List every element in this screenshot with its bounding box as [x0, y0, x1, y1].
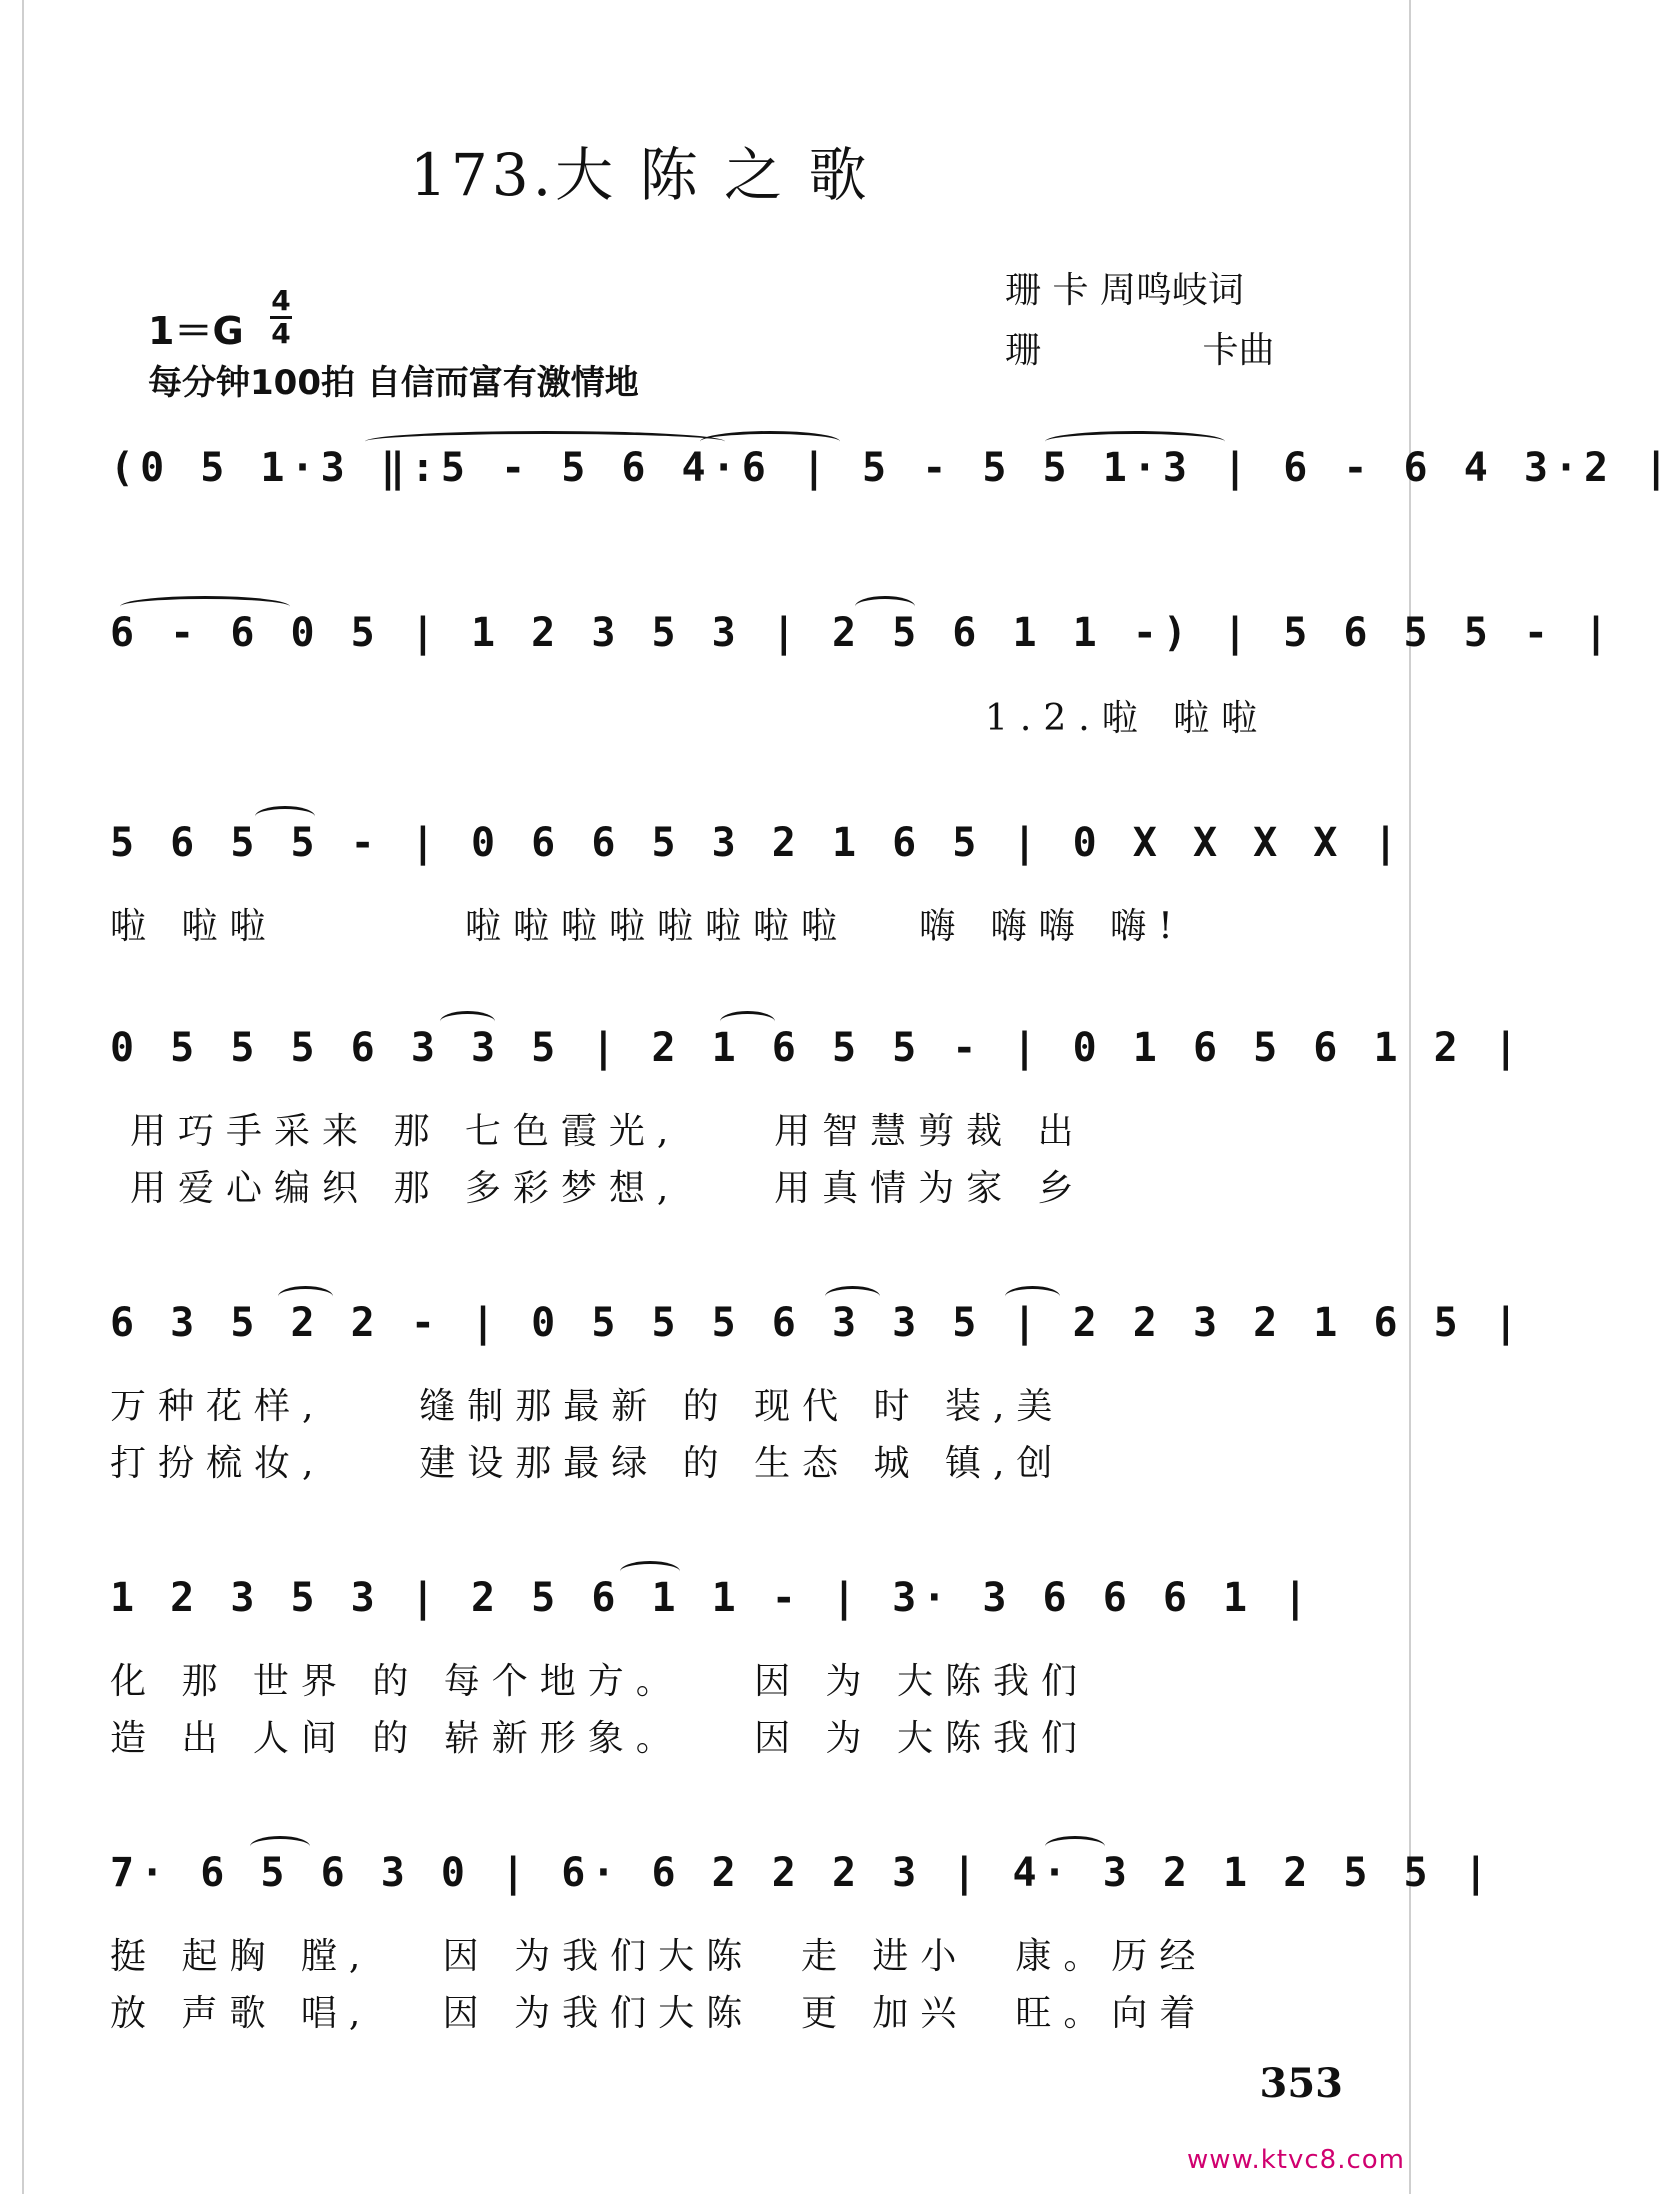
lyric-line: 用爱心编织 那 多彩梦想, 用真情为家 乡 — [130, 1168, 1086, 1209]
page-number: 353 — [1259, 2060, 1343, 2107]
slur — [250, 1836, 310, 1857]
watermark: www.ktvc8.com — [1187, 2145, 1405, 2175]
lyricist-credit: 珊 卡 周鸣岐词 — [1005, 270, 1244, 311]
lyric-line: 用巧手采来 那 七色霞光, 用智慧剪裁 出 — [130, 1111, 1086, 1152]
left-margin-strip — [0, 0, 24, 2194]
notation-line: 6 - 6 0 5 | 1 2 3 5 3 | 2 5 6 1 1 -) | 5 6 5 5 - | — [110, 610, 1615, 656]
lyric-line: 啦 啦啦 啦啦啦啦啦啦啦啦 嗨 嗨嗨 嗨! — [110, 906, 1185, 947]
slur — [1005, 1286, 1060, 1307]
key-signature: 1＝G — [148, 309, 244, 353]
lyric-line: 打扮梳妆, 建设那最绿 的 生态 城 镇,创 — [110, 1443, 1065, 1484]
time-signature — [270, 284, 292, 350]
time-signature-bottom: 4 — [271, 317, 291, 350]
time-signature-top: 4 — [271, 284, 291, 317]
slur — [255, 806, 315, 827]
notation-line: 1 2 3 5 3 | 2 5 6 1 1 - | 3· 3 6 6 6 1 | — [110, 1575, 1314, 1621]
lyric-line: 万种花样, 缝制那最新 的 现代 时 装,美 — [110, 1386, 1065, 1427]
slur — [720, 1011, 775, 1032]
lyric-line: 挺 起胸 膛, 因 为我们大陈 走 进小 康。历经 — [110, 1936, 1208, 1977]
slur — [620, 1561, 680, 1582]
composer-credit: 珊 卡曲 — [1005, 330, 1275, 371]
slur — [278, 1286, 333, 1307]
slur — [365, 431, 725, 452]
slur — [1045, 1836, 1105, 1857]
slur — [825, 1286, 880, 1307]
slur — [120, 596, 290, 617]
lyric-line: 化 那 世界 的 每个地方。 因 为 大陈我们 — [110, 1661, 1089, 1702]
slur — [700, 431, 840, 452]
notation-line: 5 6 5 5 - | 0 6 6 5 3 2 1 6 5 | 0 X X X X | — [110, 820, 1404, 866]
notation-line: (0 5 1·3 ‖:5 - 5 6 4·6 | 5 - 5 5 1·3 | 6 - 6 4 3·2 | — [110, 445, 1674, 491]
notation-line: 0 5 5 5 6 3 3 5 | 2 1 6 5 5 - | 0 1 6 5 6 1 2 | — [110, 1025, 1524, 1071]
slur — [855, 596, 915, 617]
slur — [1045, 431, 1225, 452]
song-title: 173.大 陈 之 歌 — [410, 141, 871, 209]
lyric-line: 放 声歌 唱, 因 为我们大陈 更 加兴 旺。向着 — [110, 1993, 1208, 2034]
slur — [440, 1011, 495, 1032]
notation-line: 7· 6 5 6 3 0 | 6· 6 2 2 2 3 | 4· 3 2 1 2 5 5 | — [110, 1850, 1494, 1896]
notation-line: 6 3 5 2 2 - | 0 5 5 5 6 3 3 5 | 2 2 3 2 1 6 5 | — [110, 1300, 1524, 1346]
tempo-marking: 每分钟100拍 自信而富有激情地 — [148, 363, 639, 403]
lyric-line: 1.2.啦 啦啦 — [985, 698, 1270, 739]
lyric-line: 造 出 人间 的 崭新形象。 因 为 大陈我们 — [110, 1718, 1089, 1759]
